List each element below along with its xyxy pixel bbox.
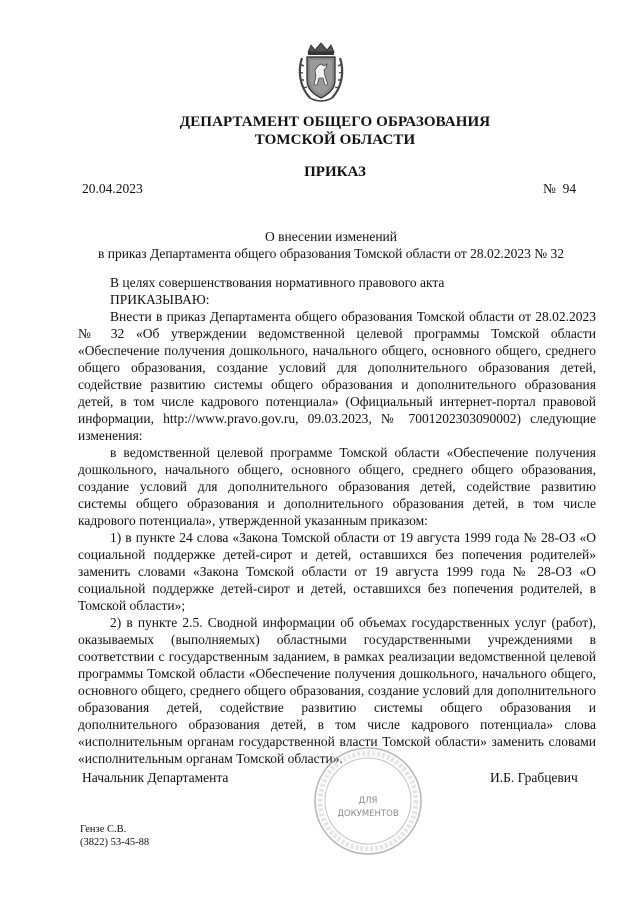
stamp-text-line2: ДОКУМЕНТОВ bbox=[337, 809, 399, 819]
executor-phone: (3822) 53-45-88 bbox=[80, 837, 150, 848]
document-body bbox=[78, 274, 596, 767]
signer-title: Начальник Департамента bbox=[82, 770, 229, 785]
department-name-line1: ДЕПАРТАМЕНТ ОБЩЕГО ОБРАЗОВАНИЯ bbox=[179, 114, 491, 130]
signer-name: И.Б. Грабцевич bbox=[490, 770, 578, 785]
stamp-text-line1: ДЛЯ bbox=[358, 796, 378, 806]
department-name-line2: ТОМСКОЙ ОБЛАСТИ bbox=[254, 132, 416, 148]
official-stamp bbox=[312, 745, 424, 857]
executor-info bbox=[80, 823, 149, 849]
subject-line2: в приказ Департамента общего образования Томской области от 28.02.2023 № 32 bbox=[97, 246, 565, 261]
body-paragraph-amend: Внести в приказ Департамента общего образования Томской области от 28.02.2023 № 32 «Об утверждении ведомственной целевой программы Томской области «Обеспечение получения дошкольного, начального общего, основного общего, среднего общего образования, создание условий для дополнительного образования детей, содействие развитию системы общего образования и дополнительного образования детей, в том числе кадрового потенциала» (Официальный интернет-портал правовой информации, http://www.pravo.gov.ru, 09.03.2023, № 7001202303090002) следующие изменения: bbox=[78, 309, 596, 443]
coat-of-arms-icon bbox=[296, 42, 346, 104]
document-subject bbox=[80, 228, 582, 262]
document-date: 20.04.2023 bbox=[82, 181, 143, 196]
body-paragraph-item2: 2) в пункте 2.5. Сводной информации об объемах государственных услуг (работ), оказываемых (выполняемых) областными государственными учреждениями в соответствии с государственным заданием, в рамках реализации ведомственной целевой программы Томской области «Обеспечение получения дошкольного, начального общего, основного общего, среднего общего образования, создание условий для дополнительного образования детей, содействие развитию системы общего образования и дополнительного образования детей, в том числе кадрового потенциала» слова «исполнительным органам государственной власти Томской области» заменить словами «исполнительным органам Томской области». bbox=[78, 615, 596, 766]
subject-line1: О внесении изменений bbox=[264, 229, 398, 244]
body-paragraph-program: в ведомственной целевой программе Томской области «Обеспечение получения дошкольного, начального общего, основного общего, среднего общего образования, создание условий для дополнительного образования детей, содействие развитию системы общего образования и дополнительного образования детей, в том числе кадрового потенциала», утвержденной указанным приказом: bbox=[78, 445, 596, 528]
body-paragraph-item1: 1) в пункте 24 слова «Закона Томской области от 19 августа 1999 года № 28-ОЗ «О социальной поддержке детей-сирот и детей, оставшихся без попечения родителей» заменить словами «Закона Томской области от 19 августа 1999 года № 28-ОЗ «О социальной поддержке детей-сирот и детей, оставшихся без попечения родителей, в Томской области»; bbox=[78, 530, 596, 613]
body-paragraph-order: ПРИКАЗЫВАЮ: bbox=[110, 292, 210, 307]
executor-name: Гензе С.В. bbox=[80, 824, 127, 835]
document-type: ПРИКАЗ bbox=[304, 164, 366, 180]
body-paragraph-purpose: В целях совершенствования нормативного правового акта bbox=[110, 275, 445, 290]
document-number: № 94 bbox=[543, 181, 577, 196]
